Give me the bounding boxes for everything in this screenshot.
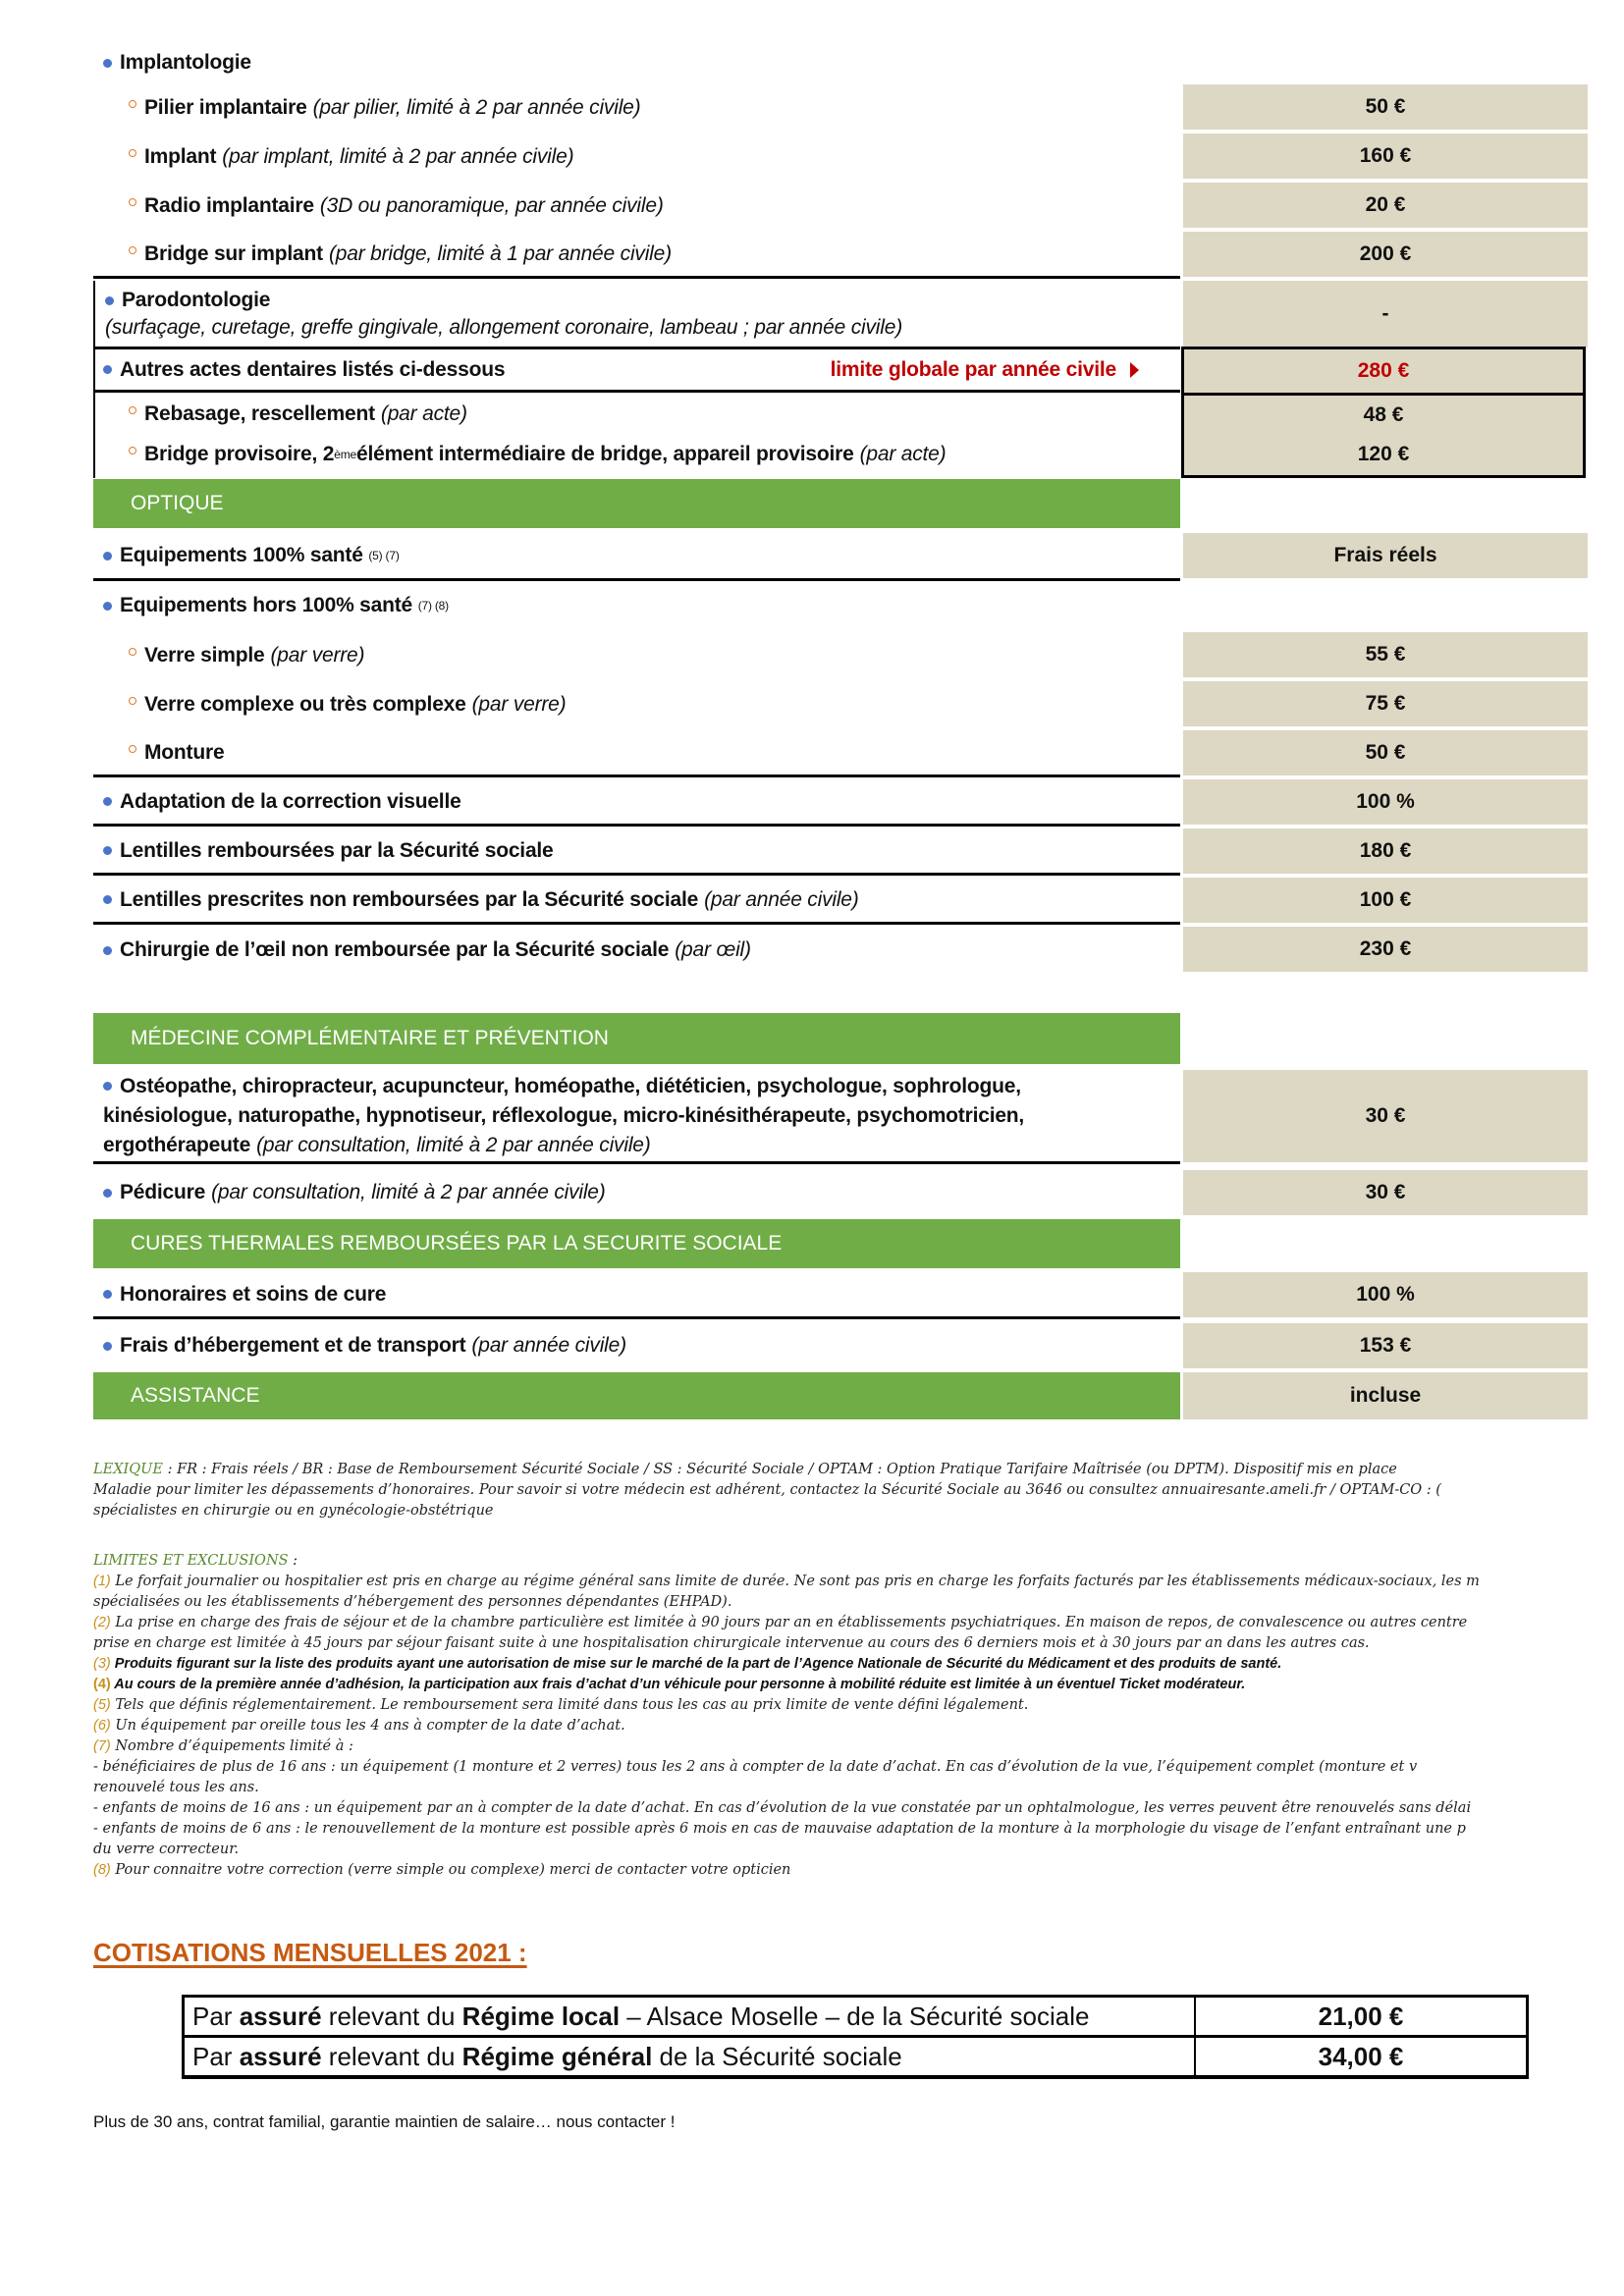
row-honoraires-cure — [93, 1272, 1588, 1319]
row-monture — [93, 730, 1588, 777]
row-label: Frais d’hébergement et de transport — [120, 1334, 466, 1357]
row-label: Pédicure — [120, 1181, 206, 1203]
cotisation-value: 21,00 € — [1318, 2001, 1404, 2031]
limites-exclusions: LIMITES ET EXCLUSIONS : (1) Le forfait journalier ou hospitalier est pris en charge au régime général sans limite de durée. Ne sont pas pris en charge les forfaits facturés par les établissements médicaux-sociaux, les m spécialisées ou les établissements d’hébergement des personnes dépendantes (EHPAD). (2) La prise en charge des frais de séjour et de la chambre particulière est limitée à 90 jours par an en établissements psychiatriques. En maison de repos, de convalescence ou autres centre prise en charge est limitée à 45 jours par séjour faisant suite à une hospitalisation chirurgicale intervenue au cours des 6 derniers mois et à 30 jours par an dans les autres cas. (3) Produits figurant sur la liste des produits ayant une autorisation de mise sur le marché de la part de l’Agence Nationale de Sécurité du Médicament et des produits de santé. (4) Au cours de la première année d’adhésion, la participation aux frais d’achat d’un véhicule pour personne à mobilité réduite est limitée à un éventuel Ticket modérateur. (5) Tels que définis réglementairement. Le remboursement sera limité dans tous les cas au prix limite de vente défini légalement. (6) Un équipement par oreille tous les 4 ans à compter de la date d’achat. (7) Nombre d’équipements limité à : - bénéficiaires de plus de 16 ans : un équipement (1 monture et 2 verres) tous les 2 ans à compter de la date d’achat. En cas d’évolution de la vue, l’équipement complet (monture et v renouvelé tous les ans. - enfants de moins de 16 ans : un équipement par an à compter de la date d’achat. En cas d’évolution de la vue constatée par un ophtalmologue, les verres peuvent être renouvelés sans délai - enfants de moins de 6 ans : le renouvellement de la monture est possible après 6 mois en cas de mauvaise adaptation de la monture à la morphologie du visage de l’enfant entraînant une p du verre correcteur. (8) Pour connaitre votre correction (verre simple ou complexe) merci de contacter votre opticien — [93, 1553, 1480, 1878]
row-value: 280 € — [1184, 349, 1583, 396]
row-label: Equipements 100% santé — [120, 544, 363, 566]
section-header-optique: OPTIQUE — [93, 479, 1180, 528]
row-value: 50 € — [1183, 84, 1588, 130]
row-adaptation — [93, 779, 1588, 827]
cotisation-row-local: Par assuré relevant du Régime local – Alsace Moselle – de la Sécurité sociale 21,00 € — [185, 1998, 1526, 2035]
assistance-value: incluse — [1183, 1372, 1588, 1419]
row-implantologie — [93, 43, 1588, 82]
row-value: 230 € — [1183, 927, 1588, 972]
bullet-icon — [103, 1342, 112, 1351]
sub-bullet-icon — [129, 149, 136, 157]
lexique: LEXIQUE : FR : Frais réels / BR : Base de Remboursement Sécurité Sociale / SS : Sécurité Sociale / OPTAM : Option Pratique Tarifaire Maîtrisée (ou DPTM). Dispositif mis en place Maladie pour limiter les dépassements d’honoraires. Pour savoir si votre médecin est adhérent, contactez la Sécurité Sociale au 3646 ou consultez annuairesante.ameli.fr / OPTAM-CO : ( spécialistes en chirurgie ou en gynécologie-obstétrique — [93, 1462, 1441, 1519]
bullet-icon — [103, 1189, 112, 1198]
sub-bullet-icon — [129, 198, 136, 206]
row-value: 30 € — [1183, 1070, 1588, 1162]
row-value: 100 % — [1183, 1272, 1588, 1317]
bullet-icon — [103, 1290, 112, 1299]
row-label: Lentilles prescrites non remboursées par la Sécurité sociale — [120, 887, 699, 911]
row-pedicure — [93, 1170, 1588, 1215]
sub-bullet-icon — [129, 246, 136, 254]
row-value: 55 € — [1183, 632, 1588, 677]
row-pilier — [93, 84, 1588, 132]
row-verre-complexe — [93, 681, 1588, 728]
sub-bullet-icon — [129, 745, 136, 753]
row-detail: (par implant, limité à 2 par année civile) — [222, 145, 574, 168]
row-rebasage — [93, 395, 1588, 434]
row-value: 160 € — [1183, 133, 1588, 179]
row-label: Lentilles remboursées par la Sécurité sociale — [120, 838, 554, 862]
row-label: Chirurgie de l’œil non remboursée par la Sécurité sociale — [120, 938, 670, 961]
row-implant — [93, 133, 1588, 181]
bullet-icon — [103, 846, 112, 855]
row-hebergement — [93, 1323, 1588, 1368]
section-header-medecine: MÉDECINE COMPLÉMENTAIRE ET PRÉVENTION — [93, 1013, 1180, 1064]
sub-bullet-icon — [129, 648, 136, 656]
row-parodontologie — [93, 281, 1588, 347]
cotisation-row-general: Par assuré relevant du Régime général de la Sécurité sociale 34,00 € — [185, 2035, 1526, 2075]
row-value: 30 € — [1183, 1170, 1588, 1215]
cotisations-title: COTISATIONS MENSUELLES 2021 : — [93, 1938, 527, 1967]
row-label: Monture — [144, 740, 225, 764]
row-detail: (par pilier, limité à 2 par année civile) — [312, 96, 641, 119]
bullet-icon — [103, 895, 112, 904]
row-label: Verre complexe ou très complexe — [144, 693, 466, 716]
row-chirurgie-oeil — [93, 927, 1588, 974]
row-value: 120 € — [1357, 443, 1410, 465]
row-label: Pilier implantaire — [144, 96, 307, 119]
cotisation-value: 34,00 € — [1318, 2041, 1404, 2071]
row-value: Frais réels — [1183, 533, 1588, 578]
bullet-icon — [103, 552, 112, 561]
limites-title: LIMITES ET EXCLUSIONS — [93, 1553, 289, 1569]
row-label: Adaptation de la correction visuelle — [120, 789, 461, 813]
row-detail: (par consultation, limité à 2 par année civile) — [256, 1133, 651, 1156]
cotisations-table — [182, 1995, 1529, 2079]
bullet-icon — [103, 59, 112, 68]
row-label: Autres actes dentaires listés ci-dessous — [120, 357, 506, 381]
row-detail: (par acte) — [380, 402, 467, 425]
sub-bullet-icon — [129, 697, 136, 705]
row-bridge-implant — [93, 232, 1588, 279]
row-detail: (par année civile) — [471, 1334, 626, 1357]
row-lentilles-nonremb — [93, 878, 1588, 925]
row-detail: (surfaçage, curetage, greffe gingivale, allongement coronaire, lambeau ; par année civile) — [105, 316, 902, 339]
row-label: Honoraires et soins de cure — [120, 1282, 387, 1306]
section-header-assistance: ASSISTANCE — [93, 1372, 1180, 1419]
row-detail: (par bridge, limité à 1 par année civile) — [328, 241, 672, 265]
bullet-icon — [103, 946, 112, 955]
row-value: 180 € — [1183, 828, 1588, 874]
row-label: Verre simple — [144, 644, 265, 667]
row-label: Implantologie — [120, 51, 251, 74]
sub-bullet-icon — [129, 406, 136, 414]
row-eqhors: Equipements hors 100% santé (7) (8) — [93, 583, 1588, 628]
row-value: 100 € — [1183, 878, 1588, 923]
row-value: 50 € — [1183, 730, 1588, 775]
row-label: Radio implantaire — [144, 194, 314, 217]
row-detail: (par année civile) — [704, 887, 859, 911]
row-value: 100 % — [1183, 779, 1588, 825]
row-value: 200 € — [1183, 232, 1588, 277]
row-lentilles-remb — [93, 828, 1588, 876]
row-detail: (par acte) — [859, 443, 947, 465]
row-value: 20 € — [1183, 183, 1588, 228]
row-value: 153 € — [1183, 1323, 1588, 1368]
row-value: 48 € — [1363, 403, 1404, 426]
row-detail: (par consultation, limité à 2 par année civile) — [211, 1181, 606, 1203]
closing-note: Plus de 30 ans, contrat familial, garantie maintien de salaire… nous contacter ! — [93, 2112, 676, 2131]
row-radio — [93, 183, 1588, 230]
lexique-title: LEXIQUE — [93, 1462, 163, 1477]
row-label: Parodontologie — [122, 289, 271, 311]
row-detail: (par verre) — [270, 644, 365, 667]
triangle-right-icon — [1130, 362, 1139, 378]
row-bridge-provisoire: Bridge provisoire, 2 ème élément intermédiaire de bridge, appareil provisoire (par acte) — [93, 434, 1588, 475]
row-detail: (par œil) — [675, 938, 751, 961]
row-value: 75 € — [1183, 681, 1588, 726]
row-detail: (par verre) — [471, 693, 567, 716]
bullet-icon — [103, 602, 112, 611]
row-label: Rebasage, rescellement — [144, 402, 375, 425]
sub-bullet-icon — [129, 447, 136, 454]
sub-bullet-icon — [129, 100, 136, 108]
limit-note: limite globale par année civile — [831, 358, 1139, 382]
row-label: Implant — [144, 145, 217, 168]
section-header-cures: CURES THERMALES REMBOURSÉES PAR LA SECURITE SOCIALE — [93, 1219, 1180, 1268]
row-label: Bridge sur implant — [144, 241, 323, 265]
bullet-icon — [103, 1082, 112, 1091]
row-label: Equipements hors 100% santé — [120, 594, 413, 616]
row-value: - — [1183, 281, 1588, 347]
row-detail: (3D ou panoramique, par année civile) — [319, 194, 664, 217]
row-osteopathe: Ostéopathe, chiropracteur, acupuncteur, homéopathe, diététicien, psychologue, sophrologue, kinésiologue, naturopathe, hypnotiseur, réflexologue, micro-kinésithérapeute, psychomotricien, ergothérapeute (par consultation, limité à 2 par année civile) 30 € — [93, 1070, 1588, 1164]
bullet-icon — [103, 797, 112, 806]
bullet-icon — [103, 365, 112, 374]
row-verre-simple — [93, 632, 1588, 679]
row-eq100: Equipements 100% santé (5) (7) Frais réels — [93, 533, 1588, 581]
bullet-icon — [105, 296, 114, 305]
